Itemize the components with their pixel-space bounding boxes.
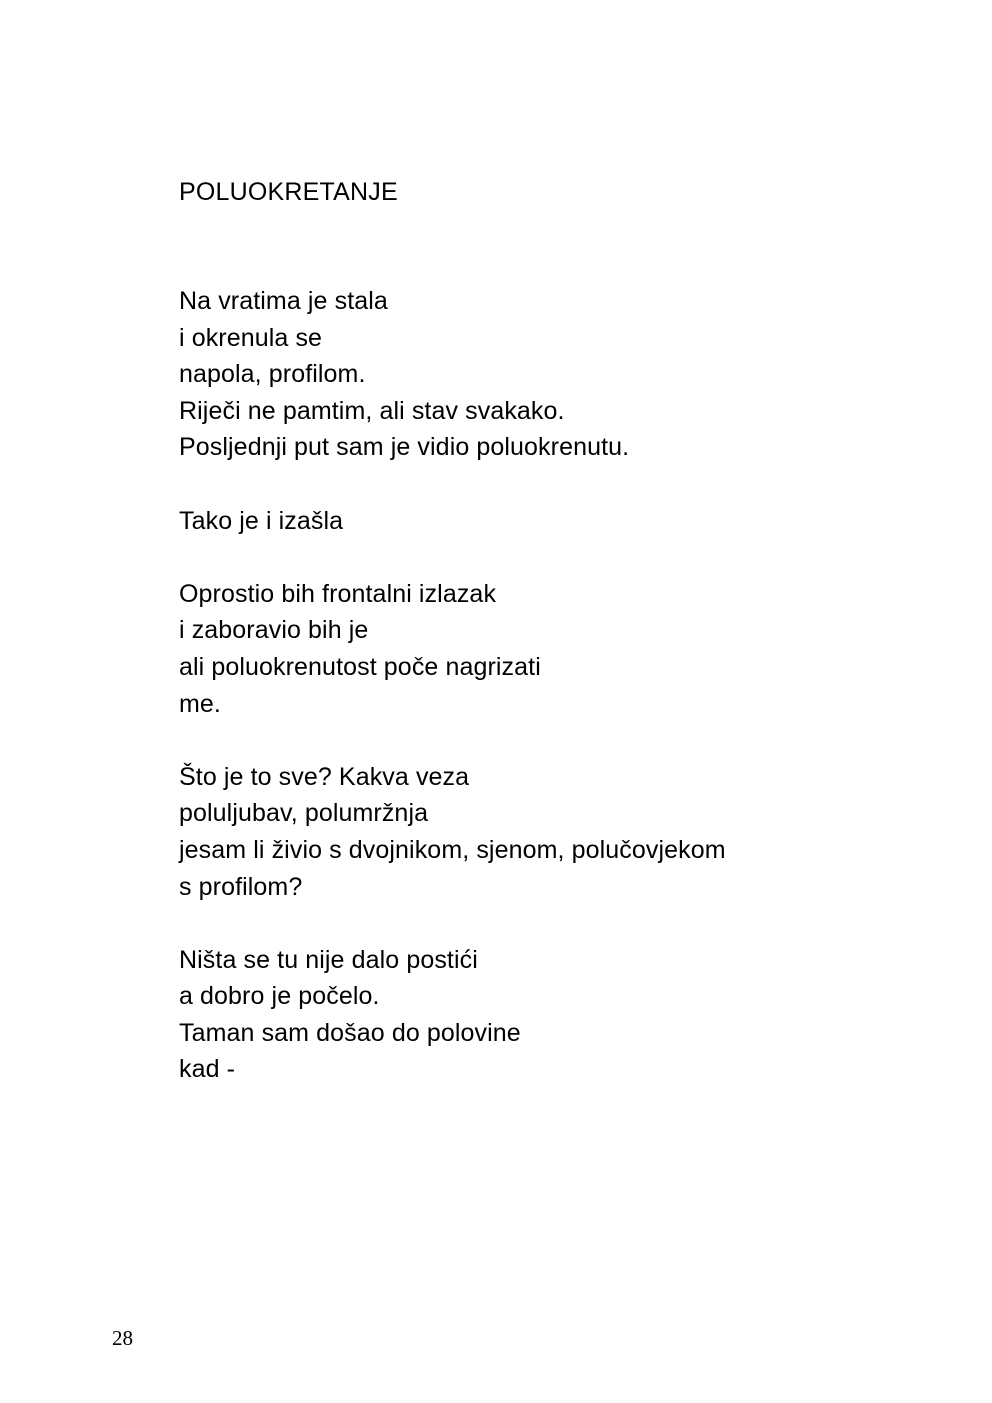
poem-line: Taman sam došao do polovine (179, 1018, 521, 1047)
stanza-5 (179, 942, 726, 1088)
stanza-3 (179, 576, 726, 722)
poem-title: POLUOKRETANJE (179, 178, 398, 206)
poem-line: Tako je i izašla (179, 506, 344, 535)
poem-line: Ništa se tu nije dalo postići (179, 945, 478, 974)
stanza-1 (179, 283, 726, 466)
poem-body (179, 283, 726, 1088)
poem-line: napola, profilom. (179, 360, 366, 389)
stanza-2 (179, 503, 726, 540)
poem-line: ali poluokrenutost poče nagrizati (179, 652, 541, 681)
poem-line: s profilom? (179, 872, 303, 901)
stanza-4 (179, 759, 726, 905)
poem-line: Riječi ne pamtim, ali stav svakako. (179, 396, 565, 425)
poem-line: me. (179, 689, 221, 718)
poem-line: Na vratima je stala (179, 287, 388, 315)
poem-line: i zaboravio bih je (179, 616, 369, 645)
poem-line: Što je to sve? Kakva veza (179, 762, 470, 791)
poem-line: i okrenula se (179, 323, 323, 352)
poem-line: Posljednji put sam je vidio poluokrenutu. (179, 433, 630, 462)
poem-line: kad - (179, 1055, 236, 1084)
poem-line: Oprostio bih frontalni izlazak (179, 579, 497, 608)
poem-line: jesam li živio s dvojnikom, sjenom, polučovjekom (179, 835, 726, 864)
poem-line: a dobro je počelo. (179, 982, 380, 1011)
page-number: 28 (112, 1326, 133, 1350)
poem-line: poluljubav, polumržnja (179, 799, 429, 828)
